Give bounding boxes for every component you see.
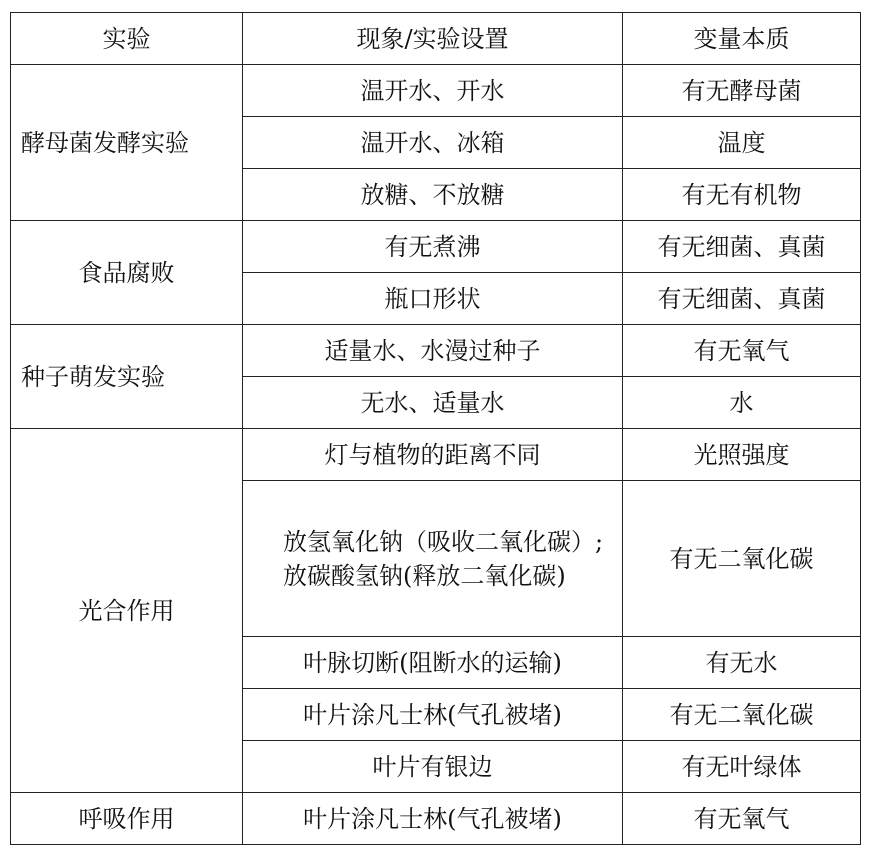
table-row — [11, 65, 861, 117]
setup-cell: 放糖、不放糖 — [243, 169, 623, 221]
setup-cell: 无水、适量水 — [243, 377, 623, 429]
experiment-name: 光合作用 — [11, 429, 243, 793]
variable-cell: 光照强度 — [623, 429, 861, 481]
variable-cell: 有无酵母菌 — [623, 65, 861, 117]
setup-cell: 叶片涂凡士林(气孔被堵) — [243, 793, 623, 845]
experiment-table — [10, 12, 861, 845]
table-row — [11, 793, 861, 845]
table-row — [11, 325, 861, 377]
setup-cell: 叶片有银边 — [243, 741, 623, 793]
experiment-name: 食品腐败 — [11, 221, 243, 325]
variable-cell: 温度 — [623, 117, 861, 169]
setup-cell: 瓶口形状 — [243, 273, 623, 325]
setup-cell: 放氢氧化钠（吸收二氧化碳）;放碳酸氢钠(释放二氧化碳) — [243, 481, 623, 637]
header-experiment: 实验 — [11, 13, 243, 65]
variable-cell: 有无叶绿体 — [623, 741, 861, 793]
variable-cell: 有无细菌、真菌 — [623, 273, 861, 325]
setup-cell: 温开水、冰箱 — [243, 117, 623, 169]
table-row — [11, 429, 861, 481]
experiment-name: 酵母菌发酵实验 — [11, 65, 243, 221]
variable-cell: 有无有机物 — [623, 169, 861, 221]
experiment-name: 呼吸作用 — [11, 793, 243, 845]
header-setup: 现象/实验设置 — [243, 13, 623, 65]
setup-cell: 叶片涂凡士林(气孔被堵) — [243, 689, 623, 741]
variable-cell: 有无水 — [623, 637, 861, 689]
variable-cell: 有无氧气 — [623, 325, 861, 377]
header-variable: 变量本质 — [623, 13, 861, 65]
variable-cell: 有无氧气 — [623, 793, 861, 845]
setup-cell: 有无煮沸 — [243, 221, 623, 273]
table-header-row — [11, 13, 861, 65]
experiment-name: 种子萌发实验 — [11, 325, 243, 429]
setup-cell: 适量水、水漫过种子 — [243, 325, 623, 377]
setup-cell: 灯与植物的距离不同 — [243, 429, 623, 481]
variable-cell: 水 — [623, 377, 861, 429]
variable-cell: 有无二氧化碳 — [623, 481, 861, 637]
setup-cell: 温开水、开水 — [243, 65, 623, 117]
variable-cell: 有无二氧化碳 — [623, 689, 861, 741]
setup-cell: 叶脉切断(阻断水的运输) — [243, 637, 623, 689]
variable-cell: 有无细菌、真菌 — [623, 221, 861, 273]
table-row — [11, 221, 861, 273]
